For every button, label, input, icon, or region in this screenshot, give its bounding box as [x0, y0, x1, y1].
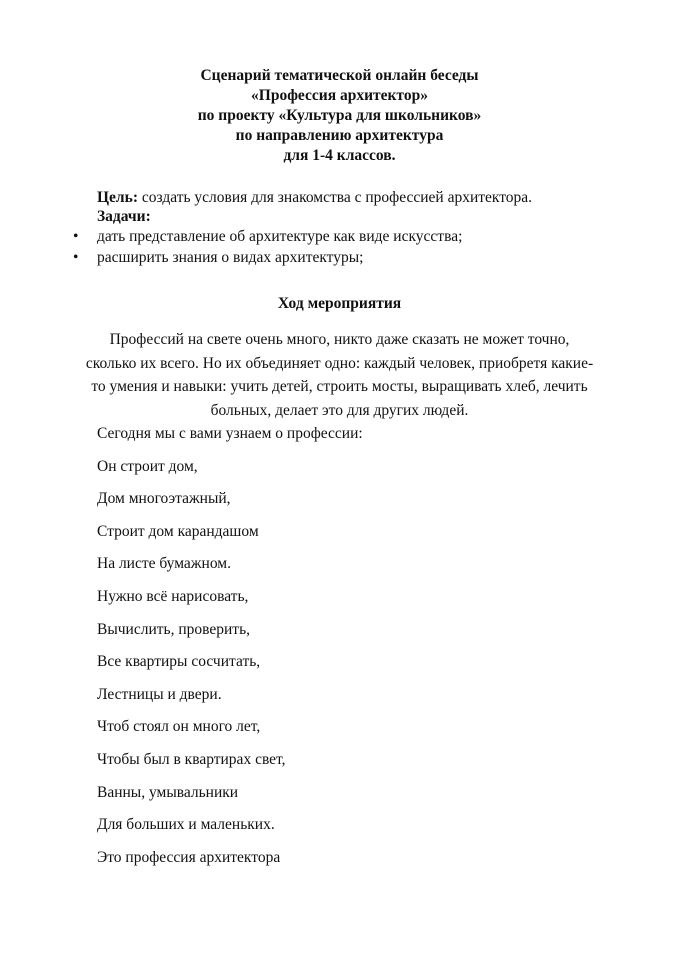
poem-line: Все квартиры сосчитать,: [97, 653, 261, 671]
title-line: по направлению архитектура: [235, 127, 444, 144]
poem-line: Он строит дом,: [97, 457, 198, 475]
intro-line: Профессий на свете очень много, никто даже сказать не может точно,: [109, 331, 570, 348]
poem-line: Чтобы был в квартирах свет,: [97, 750, 286, 768]
title-line: «Профессия архитектор»: [251, 87, 428, 104]
intro-line: больных, делает это для других людей.: [210, 401, 469, 419]
task-text: расширить знания о видах архитектуры;: [97, 248, 364, 266]
tasks-list: [0, 227, 462, 268]
goal-label: Цель:: [97, 189, 138, 206]
bullet-icon: •: [73, 248, 79, 266]
title-line: по проекту «Культура для школьников»: [197, 107, 482, 124]
intro-paragraph: [0, 328, 679, 422]
goal-text: создать условия для знакомства с профессией архитектора.: [138, 189, 533, 206]
poem-line: Вычислить, проверить,: [97, 620, 251, 638]
title-line: Сценарий тематической онлайн беседы: [200, 67, 479, 84]
tasks-heading: Задачи:: [97, 208, 151, 225]
title-line: для 1-4 классов.: [283, 147, 396, 164]
poem-line: Дом многоэтажный,: [97, 490, 231, 508]
poem-line: Для больших и маленьких.: [97, 816, 275, 834]
poem-line: Сегодня мы с вами узнаем о профессии:: [97, 425, 363, 442]
intro-line: то умения и навыки: учить детей, строить мосты, выращивать хлеб, лечить: [91, 378, 588, 395]
poem: [97, 424, 363, 880]
task-item: [0, 227, 462, 248]
poem-line: Чтоб стоял он много лет,: [97, 718, 261, 736]
intro-line: сколько их всего. Но их объединяет одно: каждый человек, приобретя какие-: [85, 354, 594, 372]
section-heading: Ход мероприятия: [277, 295, 402, 312]
bullet-icon: •: [73, 228, 79, 245]
poem-line: Лестницы и двери.: [97, 685, 222, 703]
task-text: дать представление об архитектуре как виде искусства;: [97, 228, 463, 245]
poem-line: Строит дом карандашом: [97, 522, 259, 540]
document-title: [0, 66, 679, 166]
poem-line: Это профессия архитектора: [97, 848, 281, 866]
task-item: [0, 248, 462, 269]
poem-line: Ванны, умывальники: [97, 783, 239, 801]
goal-paragraph: [97, 188, 532, 208]
poem-line: Нужно всё нарисовать,: [97, 587, 249, 605]
poem-line: На листе бумажном.: [97, 555, 231, 573]
